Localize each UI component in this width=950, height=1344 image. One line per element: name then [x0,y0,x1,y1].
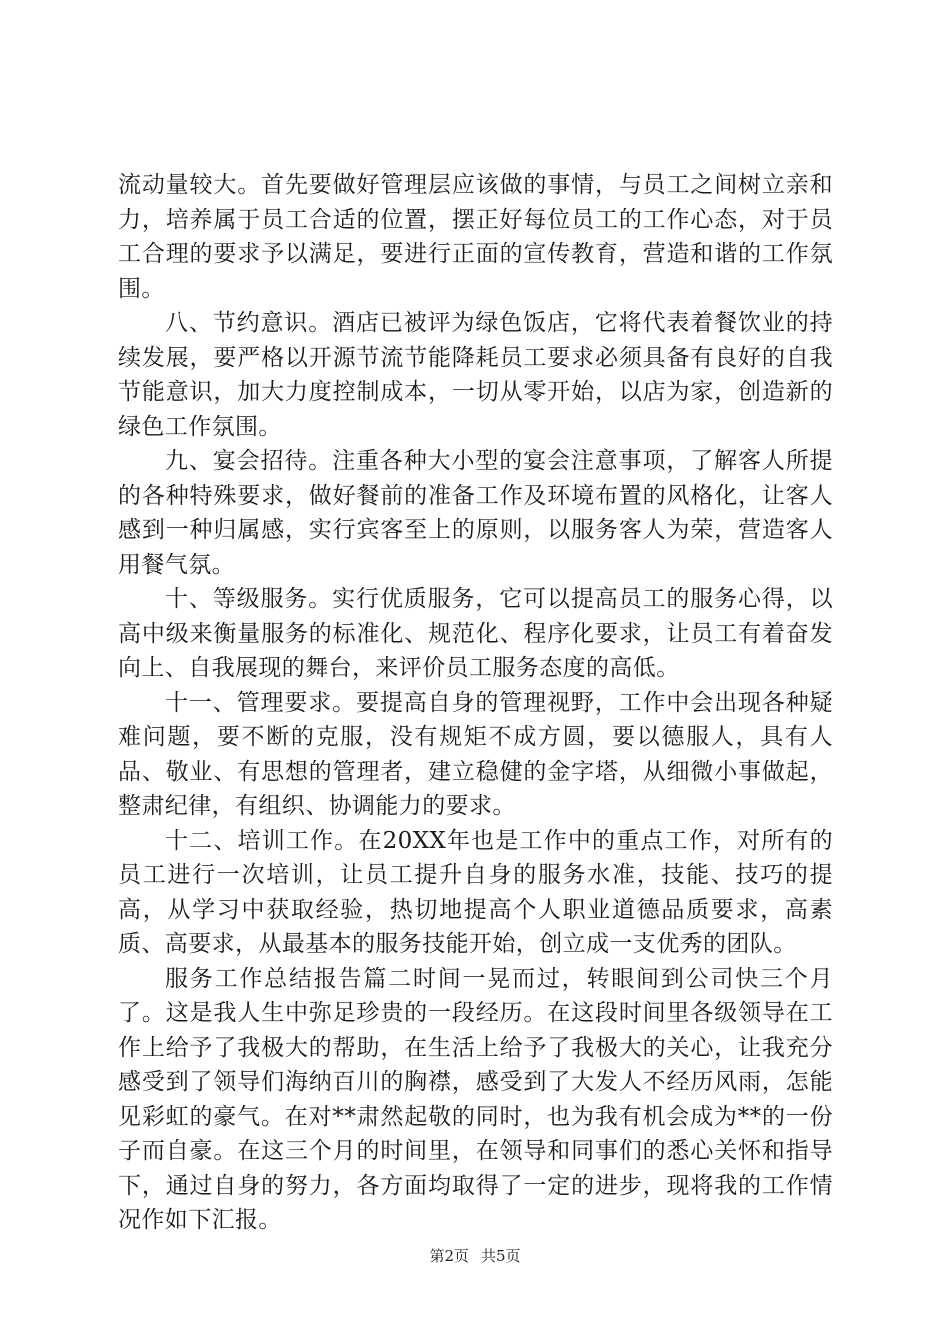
document-body [118,168,833,1238]
paragraph-section-10-service-level: 十、等级服务。实行优质服务，它可以提高员工的服务心得，以高中级来衡量服务的标准化、规范化、程序化要求，让员工有着奋发向上、自我展现的舞台，来评价员工服务态度的高低。 [118,586,833,681]
page-number: 第2页 [429,1247,469,1265]
paragraph-continuation: 流动量较大。首先要做好管理层应该做的事情，与员工之间树立亲和力，培养属于员工合适的位置，摆正好每位员工的工作心态，对于员工合理的要求予以满足，要进行正面的宣传教育，营造和谐的工作氛围。 [118,172,833,302]
paragraph-section-8-saving: 八、节约意识。酒店已被评为绿色饭店，它将代表着餐饮业的持续发展，要严格以开源节流节能降耗员工要求必须具备有良好的自我节能意识，加大力度控制成本，一切从零开始，以店为家，创造新的绿色工作氛围。 [118,310,833,440]
paragraph-report-part-two: 服务工作总结报告篇二时间一晃而过，转眼间到公司快三个月了。这是我人生中弥足珍贵的一段经历。在这段时间里各级领导在工作上给予了我极大的帮助，在生活上给予了我极大的关心，让我充分感受到了领导们海纳百川的胸襟，感受到了大发人不经历风雨，怎能见彩虹的豪气。在对**肃然起敬的同时，也为我有机会成为**的一份子而自豪。在这三个月的时间里，在领导和同事们的悉心关怀和指导下，通过自身的努力，各方面均取得了一定的进步，现将我的工作情况作如下汇报。 [118,965,833,1233]
page-footer [0,1245,950,1266]
page-total: 共5页 [481,1247,521,1265]
paragraph-section-11-management: 十一、管理要求。要提高自身的管理视野，工作中会出现各种疑难问题，要不断的克服，没有规矩不成方圆，要以德服人，具有人品、敬业、有思想的管理者，建立稳健的金字塔，从细微小事做起，整肃纪律，有组织、协调能力的要求。 [118,689,833,819]
paragraph-section-9-banquet: 九、宴会招待。注重各种大小型的宴会注意事项，了解客人所提的各种特殊要求，做好餐前的准备工作及环境布置的风格化，让客人感到一种归属感，实行宾客至上的原则，以服务客人为荣，营造客人用餐气氛。 [118,448,833,578]
paragraph-section-12-training: 十二、培训工作。在20XX年也是工作中的重点工作，对所有的员工进行一次培训，让员工提升自身的服务水准，技能、技巧的提高，从学习中获取经验，热切地提高个人职业道德品质要求，高素质、高要求，从最基本的服务技能开始，创立成一支优秀的团队。 [118,827,833,957]
